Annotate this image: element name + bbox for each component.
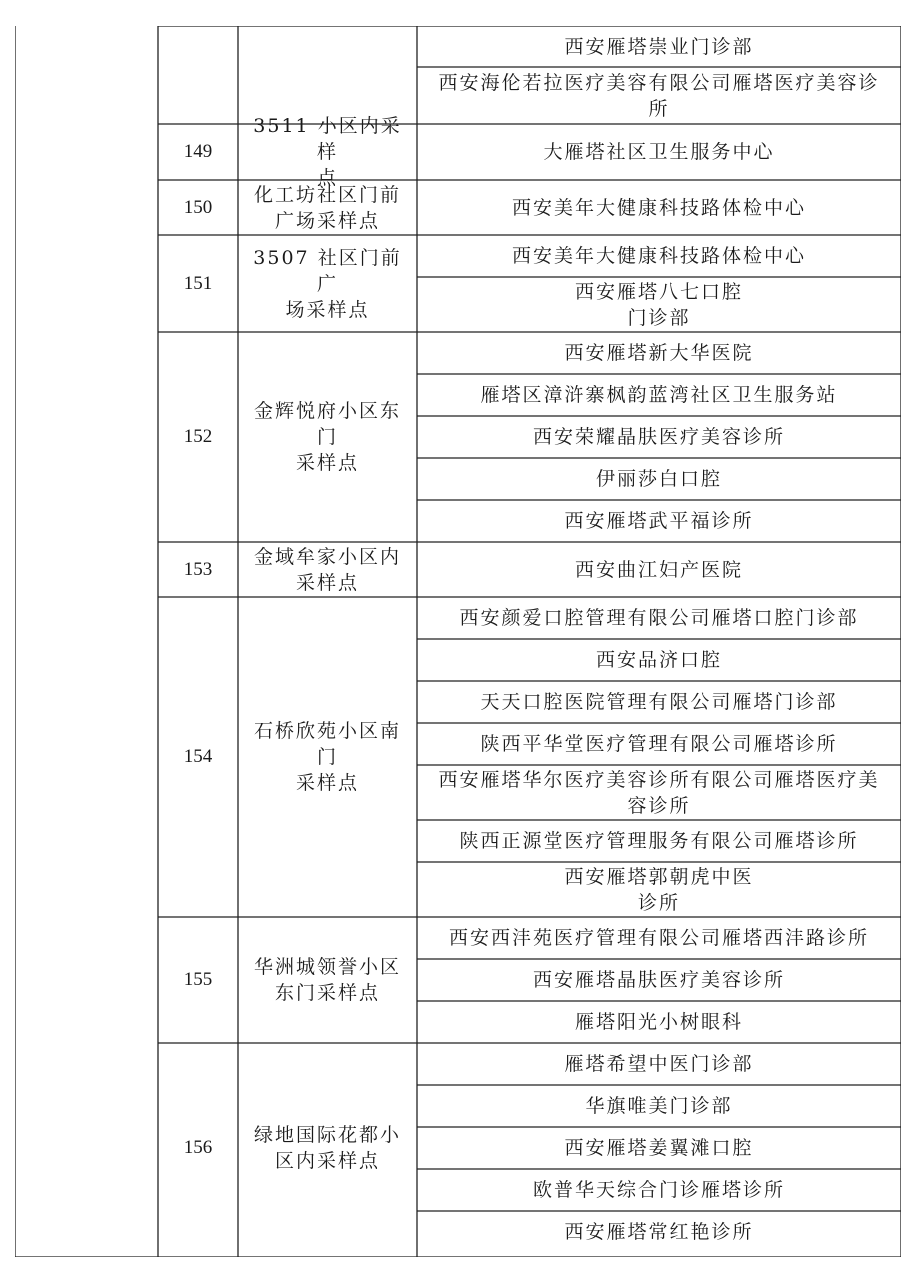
- row-number: 156: [183, 1137, 213, 1158]
- sampling-site: [238, 26, 417, 124]
- medical-unit: 西安雁塔八七口腔 门诊部: [574, 280, 743, 329]
- sampling-site: 金域牟家小区内 采样点: [253, 545, 401, 594]
- medical-unit: 陕西正源堂医疗管理服务有限公司雁塔诊所: [459, 830, 859, 852]
- row-number: 155: [183, 969, 213, 990]
- medical-unit: 西安美年大健康科技路体检中心: [511, 196, 806, 219]
- sampling-site: 3511 小区内采样 点: [253, 115, 402, 189]
- sampling-site: 石桥欣苑小区南 门 采样点: [253, 720, 401, 794]
- medical-unit: 西安雁塔晶肤医疗美容诊所: [532, 969, 785, 991]
- row-number: 149: [183, 141, 213, 162]
- sampling-site: 绿地国际花都小 区内采样点: [253, 1124, 401, 1172]
- medical-unit: 西安美年大健康科技路体检中心: [511, 245, 806, 267]
- medical-unit: 西安颜爱口腔管理有限公司雁塔口腔门诊部: [459, 607, 859, 629]
- medical-unit: 西安雁塔常红艳诊所: [564, 1221, 754, 1243]
- sampling-site: 化工坊社区门前 广场采样点: [253, 183, 401, 232]
- medical-unit: 西安海伦若拉医疗美容有限公司雁塔医疗美容诊 所: [438, 71, 880, 120]
- medical-unit: 西安品济口腔: [595, 649, 722, 671]
- medical-unit: 雁塔希望中医门诊部: [564, 1053, 754, 1075]
- row-number: 153: [183, 558, 213, 580]
- medical-unit: 欧普华天综合门诊雁塔诊所: [532, 1179, 785, 1201]
- row-number: [158, 26, 238, 124]
- medical-unit: 陕西平华堂医疗管理有限公司雁塔诊所: [480, 733, 838, 755]
- medical-unit: 西安荣耀晶肤医疗美容诊所: [532, 426, 785, 448]
- sampling-site: 华洲城领誉小区 东门采样点: [253, 956, 401, 1004]
- medical-unit: 雁塔阳光小树眼科: [574, 1011, 743, 1033]
- medical-unit: 大雁塔社区卫生服务中心: [543, 141, 775, 163]
- medical-unit: 西安雁塔武平福诊所: [564, 510, 754, 532]
- sampling-site: 3507 社区门前广 场采样点: [253, 246, 402, 321]
- sampling-site-table: [15, 26, 901, 1257]
- medical-unit: 西安雁塔郭朝虎中医 诊所: [564, 865, 754, 914]
- medical-unit: 西安雁塔新大华医院: [564, 342, 754, 364]
- row-number: 151: [183, 272, 213, 294]
- row-number: 154: [183, 746, 213, 767]
- medical-unit: 西安雁塔华尔医疗美容诊所有限公司雁塔医疗美 容诊所: [438, 768, 880, 817]
- medical-unit: 西安曲江妇产医院: [574, 558, 743, 581]
- medical-unit: 伊丽莎白口腔: [595, 468, 722, 490]
- medical-unit: 西安雁塔姜翼滩口腔: [564, 1137, 754, 1159]
- row-number: 150: [183, 196, 213, 218]
- medical-unit: 西安雁塔崇业门诊部: [564, 35, 754, 58]
- medical-unit: 雁塔区漳浒寨枫韵蓝湾社区卫生服务站: [480, 384, 838, 406]
- medical-unit: 天天口腔医院管理有限公司雁塔门诊部: [480, 691, 838, 713]
- row-number: 152: [183, 426, 213, 447]
- medical-unit: 华旗唯美门诊部: [585, 1095, 733, 1117]
- medical-unit: 西安西沣苑医疗管理有限公司雁塔西沣路诊所: [448, 927, 869, 949]
- sampling-site: 金辉悦府小区东 门 采样点: [253, 400, 401, 474]
